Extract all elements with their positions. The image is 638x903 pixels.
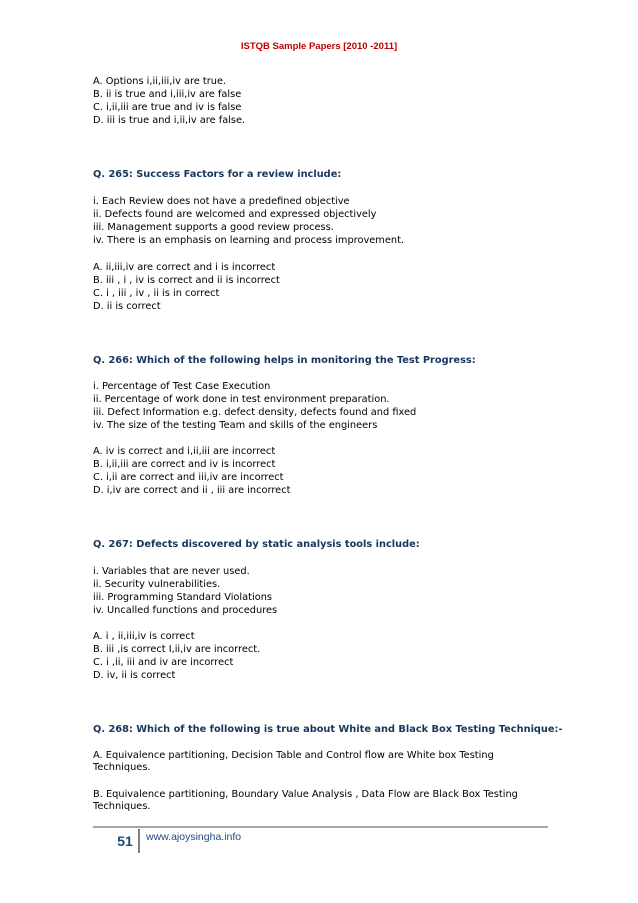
q268-option-a: A. Equivalence partitioning, Decision Table and Control flow are White box Testing Techniques. — [93, 750, 494, 773]
q265-option-a: A. ii,iii,iv are correct and i is incorrect — [93, 262, 276, 273]
footer-separator — [138, 829, 140, 853]
q267-item-4: iv. Uncalled functions and procedures — [93, 605, 278, 616]
q267-option-c: C. i ,ii, iii and iv are incorrect — [93, 657, 234, 668]
q266-item-3: iii. Defect Information e.g. defect density, defects found and fixed — [93, 407, 417, 418]
question-267-title: Q. 267: Defects discovered by static analysis tools include: — [93, 539, 420, 550]
q265-item-2: ii. Defects found are welcomed and expressed objectively — [93, 209, 377, 220]
q266-item-4: iv. The size of the testing Team and skills of the engineers — [93, 420, 378, 431]
q266-option-c: C. i,ii are correct and iii,iv are incorrect — [93, 472, 284, 483]
footer-divider — [93, 826, 548, 828]
q267-option-b: B. iii ,is correct I,ii,iv are incorrect. — [93, 644, 261, 655]
prev-option-a: A. Options i,ii,iii,iv are true. — [93, 76, 227, 87]
q266-item-2: ii. Percentage of work done in test environment preparation. — [93, 394, 390, 405]
q265-option-b: B. iii , i , iv is correct and ii is incorrect — [93, 275, 280, 286]
q267-item-3: iii. Programming Standard Violations — [93, 592, 273, 603]
question-266-title: Q. 266: Which of the following helps in monitoring the Test Progress: — [93, 355, 476, 366]
q266-option-a: A. iv is correct and i,ii,iii are incorrect — [93, 446, 276, 457]
q265-option-c: C. i , iii , iv , ii is in correct — [93, 288, 220, 299]
q265-item-3: iii. Management supports a good review process. — [93, 222, 334, 233]
q267-item-1: i. Variables that are never used. — [93, 566, 250, 577]
question-268-title: Q. 268: Which of the following is true about White and Black Box Testing Technique:- — [93, 724, 563, 735]
q266-option-b: B. i,ii,iii are correct and iv is incorrect — [93, 459, 276, 470]
q267-option-d: D. iv, ii is correct — [93, 670, 176, 681]
prev-option-d: D. iii is true and i,ii,iv are false. — [93, 115, 246, 126]
q265-option-d: D. ii is correct — [93, 301, 161, 312]
q268-option-b: B. Equivalence partitioning, Boundary Value Analysis , Data Flow are Black Box Testing Techniques. — [93, 789, 518, 812]
page-header-title: ISTQB Sample Papers [2010 -2011] — [240, 41, 398, 52]
question-265-title: Q. 265: Success Factors for a review include: — [93, 169, 342, 180]
q267-item-2: ii. Security vulnerabilities. — [93, 579, 221, 590]
page-number: 51 — [117, 833, 133, 849]
footer-website-link[interactable]: www.ajoysingha.info — [146, 831, 242, 843]
prev-option-b: B. ii is true and i,iii,iv are false — [93, 89, 242, 100]
q266-item-1: i. Percentage of Test Case Execution — [93, 381, 271, 392]
q265-item-4: iv. There is an emphasis on learning and process improvement. — [93, 235, 405, 246]
q267-option-a: A. i , ii,iii,iv is correct — [93, 631, 195, 642]
prev-option-c: C. i,ii,iii are true and iv is false — [93, 102, 242, 113]
q266-option-d: D. i,iv are correct and ii , iii are incorrect — [93, 485, 291, 496]
q265-item-1: i. Each Review does not have a predefined objective — [93, 196, 350, 207]
